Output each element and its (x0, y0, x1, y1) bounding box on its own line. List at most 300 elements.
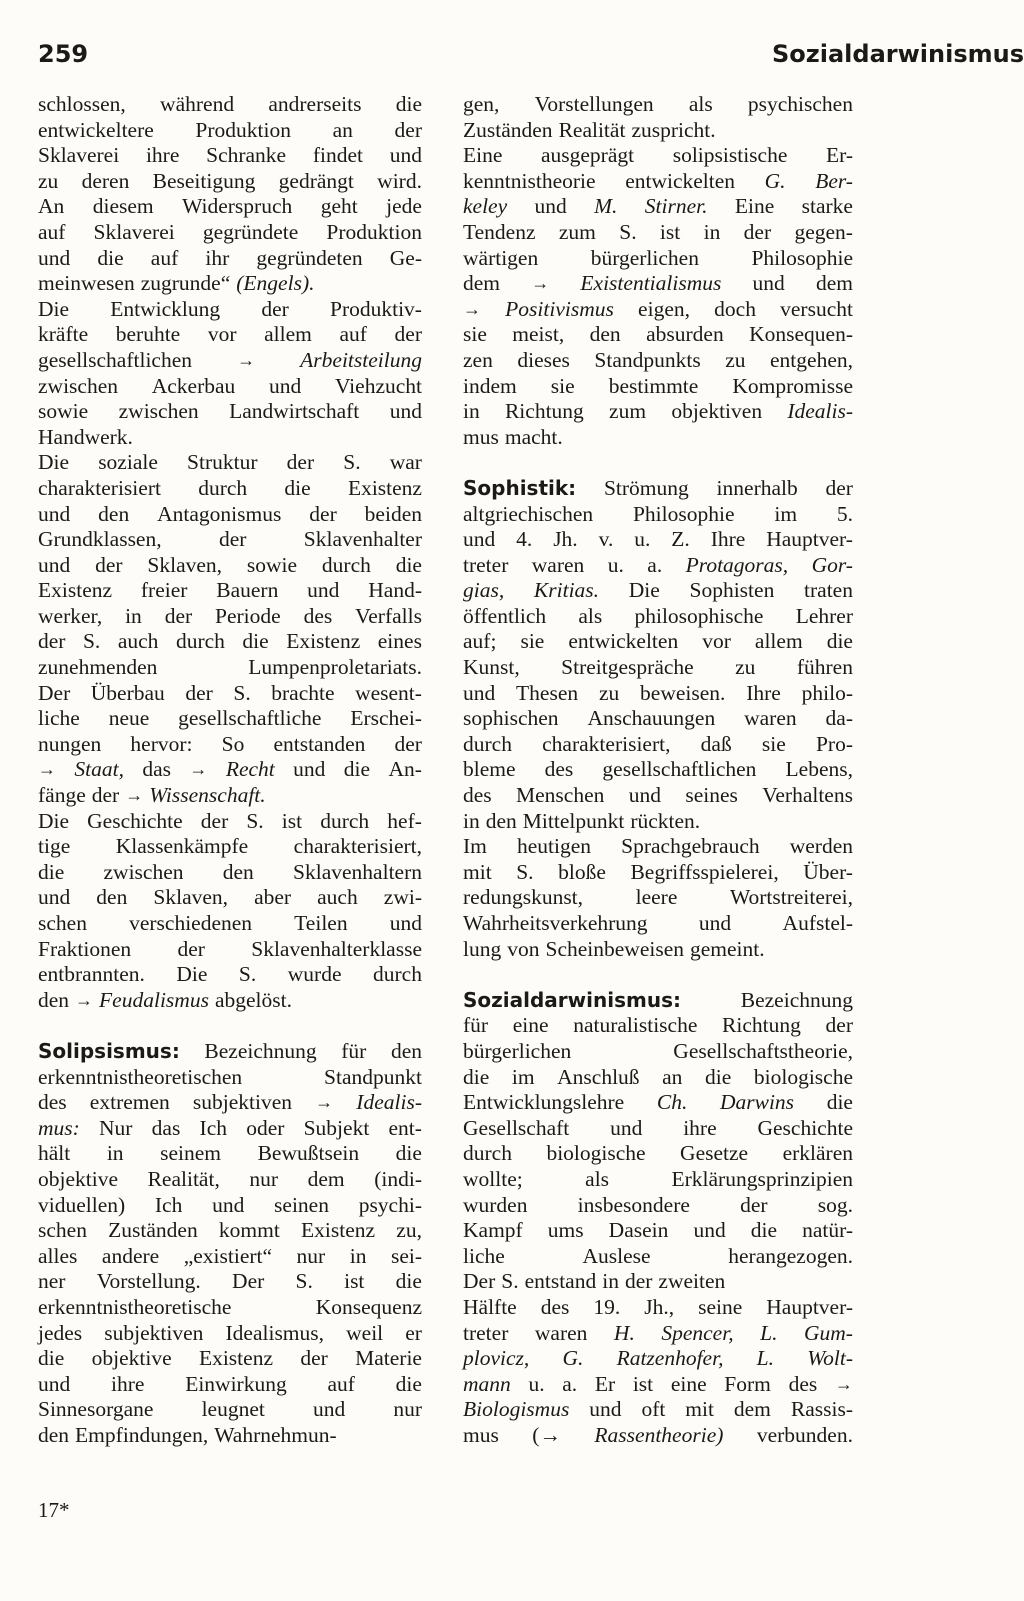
word: Sinnesorgane (38, 1397, 154, 1422)
word: Fraktionen (38, 936, 132, 961)
word: den (96, 885, 128, 910)
word: die (284, 475, 311, 500)
word: ist (344, 1269, 365, 1294)
page-number: 259 (38, 40, 89, 68)
word: Konsequenz (315, 1294, 422, 1319)
text-line (38, 1116, 422, 1142)
word: Produktion (195, 117, 291, 142)
word: Teilen (294, 911, 348, 935)
word: a. (562, 1371, 578, 1396)
text-line (38, 1372, 422, 1398)
text-line (463, 1423, 853, 1449)
word: oft (641, 1397, 666, 1422)
word: und (38, 501, 71, 526)
text-line (463, 988, 853, 1014)
word: den (589, 322, 621, 347)
text-line (38, 476, 422, 502)
word: wesent- (355, 680, 422, 705)
text-line (38, 348, 422, 374)
word: Grundklassen, (38, 527, 162, 552)
word: innerhalb (716, 475, 798, 500)
word: dem (463, 271, 501, 296)
word: Wortstreiterei, (729, 885, 853, 910)
text-line (463, 629, 853, 655)
word: ent- (388, 1115, 422, 1140)
word: der (200, 808, 229, 833)
word: auf (38, 219, 66, 244)
word: die (463, 1064, 490, 1089)
word: Er- (825, 143, 853, 168)
word: dem (733, 1397, 771, 1422)
word: Struktur (187, 450, 258, 475)
text-line (38, 502, 422, 528)
word: eigen, (638, 296, 690, 321)
word: subjektiven (192, 1090, 293, 1115)
word: waren (744, 706, 797, 731)
word: durch (463, 731, 512, 756)
word: im (511, 1064, 535, 1089)
word: durch (373, 962, 422, 987)
word: versucht (780, 296, 853, 321)
word: Widerspruch (182, 194, 293, 219)
word: ums (547, 1218, 584, 1243)
word: Produktion (326, 219, 422, 244)
word: Anschauungen (587, 706, 716, 731)
text-line (463, 834, 853, 860)
word: philosophische (634, 603, 764, 628)
cross-reference-arrow-icon: → (834, 1373, 853, 1394)
word: liche (463, 1243, 505, 1268)
text-line (38, 374, 422, 400)
word: Lehrer (795, 603, 853, 628)
text-line (463, 425, 853, 451)
word: Die (628, 578, 660, 603)
word: gesellschaftliche (178, 706, 322, 731)
running-head: Sozialdarwinismus (772, 40, 1024, 68)
word: An- (388, 757, 422, 782)
word: zuspricht. (631, 117, 716, 142)
left-column (38, 92, 422, 1448)
word: Eine (734, 194, 775, 219)
word: Viehzucht (334, 373, 422, 398)
word: Die (38, 296, 70, 321)
word: und (293, 757, 326, 782)
word: Sklaven, (153, 885, 229, 910)
word: Ich (154, 1192, 183, 1217)
word: die (97, 245, 124, 270)
word: und (389, 911, 422, 935)
text-line (38, 783, 422, 809)
word: charakterisiert, (542, 731, 671, 756)
word: L. (756, 1346, 774, 1371)
text-line (38, 732, 422, 758)
word: der (218, 527, 247, 552)
word: ist (632, 1371, 654, 1396)
word: leere (635, 885, 678, 910)
word: Realität, (147, 1166, 220, 1191)
word: die (38, 859, 65, 884)
word: S. (295, 1269, 313, 1294)
word: deren (81, 168, 130, 193)
word: schen (38, 1218, 87, 1243)
word: er (405, 1320, 422, 1345)
word: Nur (99, 1115, 133, 1140)
text-line (38, 757, 422, 783)
word: Standpunkt (324, 1064, 422, 1089)
word: mit (685, 1397, 714, 1422)
word: Strömung (603, 475, 689, 500)
word: in (703, 219, 721, 244)
text-line (463, 911, 853, 937)
word: wollte; (463, 1166, 523, 1191)
word: Geschichte (757, 1115, 853, 1140)
word: Ackerbau (151, 373, 236, 398)
word: Idealis- (787, 399, 853, 424)
word: in (125, 603, 142, 628)
word: Bezeichnung (204, 1038, 317, 1063)
word: Die (38, 450, 70, 475)
text-line (463, 399, 853, 425)
word: Kompromisse (732, 373, 853, 398)
word: Arbeitsteilung (300, 347, 422, 372)
text-line (38, 1346, 422, 1372)
word: und (698, 911, 732, 935)
word: Richtung (504, 399, 584, 424)
word: erklären (782, 1141, 853, 1166)
word: u. (634, 527, 651, 552)
word: andere (101, 1243, 160, 1268)
word: M. (594, 194, 618, 219)
word: So (221, 731, 245, 756)
word: Ratzenhofer, (616, 1346, 724, 1371)
word: subjektiven (104, 1320, 204, 1345)
word: Erklärungsprinzipien (671, 1166, 853, 1191)
word: die (242, 629, 269, 654)
word: führen (796, 655, 853, 680)
word: Produktiv- (329, 296, 422, 321)
text-line (38, 399, 422, 425)
text-line (463, 1090, 853, 1116)
word: der (185, 680, 213, 705)
word: den (98, 501, 130, 526)
cross-reference-arrow-icon: → (125, 785, 144, 806)
word: Gum- (803, 1320, 853, 1345)
word: erkenntnistheoretischen (38, 1064, 243, 1089)
text-line (463, 194, 853, 220)
text-line (38, 553, 422, 579)
word: plovicz, (463, 1346, 530, 1371)
text-line (463, 553, 853, 579)
word: Realität (558, 117, 626, 142)
text-line (38, 1269, 422, 1295)
word: und (628, 783, 661, 808)
word: meinwesen (38, 271, 135, 296)
text-line (463, 169, 853, 195)
word: den (222, 859, 254, 884)
word: werker, (38, 603, 103, 628)
text-line (463, 655, 853, 681)
word: waren (534, 1320, 588, 1345)
word: verbunden. (756, 1422, 853, 1447)
word: Richtung (722, 1013, 801, 1038)
word: seinen (274, 1192, 329, 1217)
word: auf (327, 1371, 355, 1396)
text-line (38, 194, 422, 220)
word: findet (312, 143, 363, 168)
text-line (463, 809, 853, 835)
word: „existiert“ (183, 1243, 273, 1268)
word: zen (463, 347, 493, 372)
word: Scheinbeweisen (545, 936, 684, 961)
text-line (38, 1193, 422, 1219)
word: Existenz (286, 629, 361, 654)
word: Idealismus, (225, 1320, 325, 1345)
word: Hauptver- (766, 527, 853, 552)
word: war (389, 450, 422, 475)
word: und (38, 885, 71, 910)
word: Der (38, 680, 71, 705)
word: Verhaltens (762, 783, 853, 808)
word: 19. (593, 1294, 621, 1319)
word: extremen (89, 1090, 170, 1115)
word: zweiten (658, 1269, 726, 1294)
word: freier (140, 578, 188, 603)
word: rückten. (630, 808, 701, 833)
word: zum (558, 219, 596, 244)
word: S. (233, 680, 251, 705)
word: und (212, 1192, 245, 1217)
word: der (95, 552, 123, 577)
word: Vorstellung. (96, 1269, 201, 1294)
word: der (300, 1346, 328, 1371)
word: wird. (377, 168, 422, 193)
word: u. (607, 552, 624, 577)
word: durch (320, 808, 370, 833)
word: objektive (38, 1166, 119, 1191)
word: ihre (683, 1115, 717, 1140)
word: An (38, 194, 65, 219)
text-line (463, 1218, 853, 1244)
text-line (38, 629, 422, 655)
word: bestimmte (608, 373, 699, 398)
text-line (463, 885, 853, 911)
text-line (38, 425, 422, 451)
right-column (463, 92, 853, 1448)
word: auch (317, 885, 358, 910)
word: Handwerk. (38, 424, 133, 449)
word: entwickelten (568, 629, 679, 654)
paragraph-gap (38, 1013, 422, 1039)
word: und (312, 1397, 346, 1422)
text-line (38, 834, 422, 860)
word: des (540, 1294, 570, 1319)
text-line (463, 1141, 853, 1167)
word: dieses (517, 347, 570, 372)
word: sie (761, 731, 786, 756)
word: Kampf (463, 1218, 523, 1243)
word: (Engels). (236, 271, 315, 296)
word: Protagoras, (685, 552, 789, 577)
word: Auslese (582, 1243, 651, 1268)
word: Idealis- (356, 1090, 422, 1115)
text-line (38, 962, 422, 988)
word: Biologismus (463, 1397, 570, 1422)
word: bürgerlichen (590, 245, 699, 270)
word: Geschichte (87, 808, 183, 833)
word: bloße (558, 859, 606, 884)
text-line (38, 1397, 422, 1423)
word: Wahrnehmun- (214, 1422, 337, 1447)
text-line (463, 374, 853, 400)
word: biologische (753, 1064, 853, 1089)
word: Im (463, 834, 487, 859)
word: S. (82, 629, 101, 654)
word: der (743, 219, 772, 244)
word: eines (377, 629, 422, 654)
text-line (38, 450, 422, 476)
word: Form (724, 1371, 771, 1396)
word: in (349, 1243, 367, 1268)
paragraph-gap (463, 962, 853, 988)
word: Begriffsspielerei, (630, 859, 779, 884)
text-line (463, 220, 853, 246)
word: Spencer, (661, 1320, 734, 1345)
word: Wolt- (807, 1346, 853, 1371)
word: den (485, 808, 517, 833)
entry-headword: Sozialdarwinismus: (463, 987, 681, 1012)
word: entstand (524, 1269, 597, 1294)
text-line (463, 1065, 853, 1091)
text-line (38, 220, 422, 246)
word: die (395, 1371, 422, 1396)
word: beweisen. (640, 680, 726, 705)
word: traten (804, 578, 853, 603)
word: den (38, 987, 70, 1012)
word: fänge (38, 783, 86, 808)
word: Materie (355, 1346, 422, 1371)
word: Klassenkämpfe (115, 834, 249, 859)
word: gedrängt (278, 168, 354, 193)
word: Gesellschaftstheorie, (673, 1038, 853, 1063)
text-line (38, 1295, 422, 1321)
text-line (38, 1090, 422, 1116)
word: von (507, 936, 540, 961)
text-line (463, 1167, 853, 1193)
word: nur (249, 1166, 279, 1191)
text-line (463, 322, 853, 348)
word: des (788, 1371, 818, 1396)
word: Tendenz (463, 219, 536, 244)
word: S. (343, 450, 361, 475)
word: Pro- (815, 731, 853, 756)
word: zum (609, 399, 647, 424)
word: sowie (38, 399, 89, 424)
word: Er (594, 1371, 616, 1396)
word: objektiven (671, 399, 763, 424)
word: des (463, 783, 492, 808)
word: des (303, 603, 333, 628)
word: vor (702, 629, 731, 654)
word: G. (764, 168, 786, 193)
word: die (395, 1269, 422, 1294)
word: die (750, 1218, 778, 1243)
text-line (463, 783, 853, 809)
word: dem (815, 271, 853, 296)
word: Hauptver- (766, 1294, 853, 1319)
word: nur (393, 1397, 422, 1422)
word: der (394, 731, 422, 756)
word: alles (38, 1243, 78, 1268)
word: meist, (512, 322, 565, 347)
word: zunehmenden (38, 655, 158, 680)
word: der (164, 603, 193, 628)
text-line (38, 143, 422, 169)
word: Thesen (516, 680, 579, 705)
text-line (38, 118, 422, 144)
word: ihr (205, 245, 230, 270)
word: treter (463, 1320, 509, 1345)
text-line (38, 604, 422, 630)
word: wurden (463, 1192, 528, 1217)
text-line (463, 1346, 853, 1372)
word: Die (38, 808, 70, 833)
word: die (343, 757, 371, 782)
word: S. (238, 962, 257, 987)
word: zwi- (383, 885, 422, 910)
word: doch (714, 296, 756, 321)
word: mus (463, 424, 499, 449)
word: Rassis- (790, 1397, 853, 1422)
word: psychi- (358, 1192, 422, 1217)
word: sie (520, 629, 545, 654)
word: leugnet (201, 1397, 265, 1422)
word: als (585, 1166, 610, 1191)
word: S. (501, 1269, 519, 1294)
word: Sklavenhalterklasse (251, 936, 422, 961)
word: hervor: (130, 731, 193, 756)
word: und (752, 271, 785, 296)
word: geht (320, 194, 358, 219)
text-line (463, 143, 853, 169)
word: ist (281, 808, 303, 833)
word: Existentialismus (580, 271, 722, 296)
word: sie (463, 322, 487, 347)
signature-mark: 17* (38, 1498, 70, 1522)
word: wurde (287, 962, 342, 987)
cross-reference-arrow-icon: → (189, 759, 208, 780)
word: die (395, 1141, 422, 1166)
text-line (38, 527, 422, 553)
word: 4. (516, 527, 533, 552)
word: Streitgespräche (561, 655, 694, 680)
text-line (463, 1295, 853, 1321)
word: viduellen) (38, 1192, 126, 1217)
word: S. (246, 808, 264, 833)
word: S. (619, 219, 637, 244)
entry-headword: Sophistik: (463, 475, 577, 500)
word: und (38, 1371, 71, 1396)
word: auf; (463, 629, 497, 654)
word: Gesellschaft (463, 1115, 570, 1140)
word: beruhte (115, 322, 181, 347)
word: Lumpenproletariats. (248, 655, 422, 680)
text-line (463, 246, 853, 272)
word: Konsequen- (749, 322, 853, 347)
text-line (38, 1321, 422, 1347)
word: hält (38, 1141, 71, 1166)
word: seinem (160, 1141, 222, 1166)
word: die (826, 629, 853, 654)
